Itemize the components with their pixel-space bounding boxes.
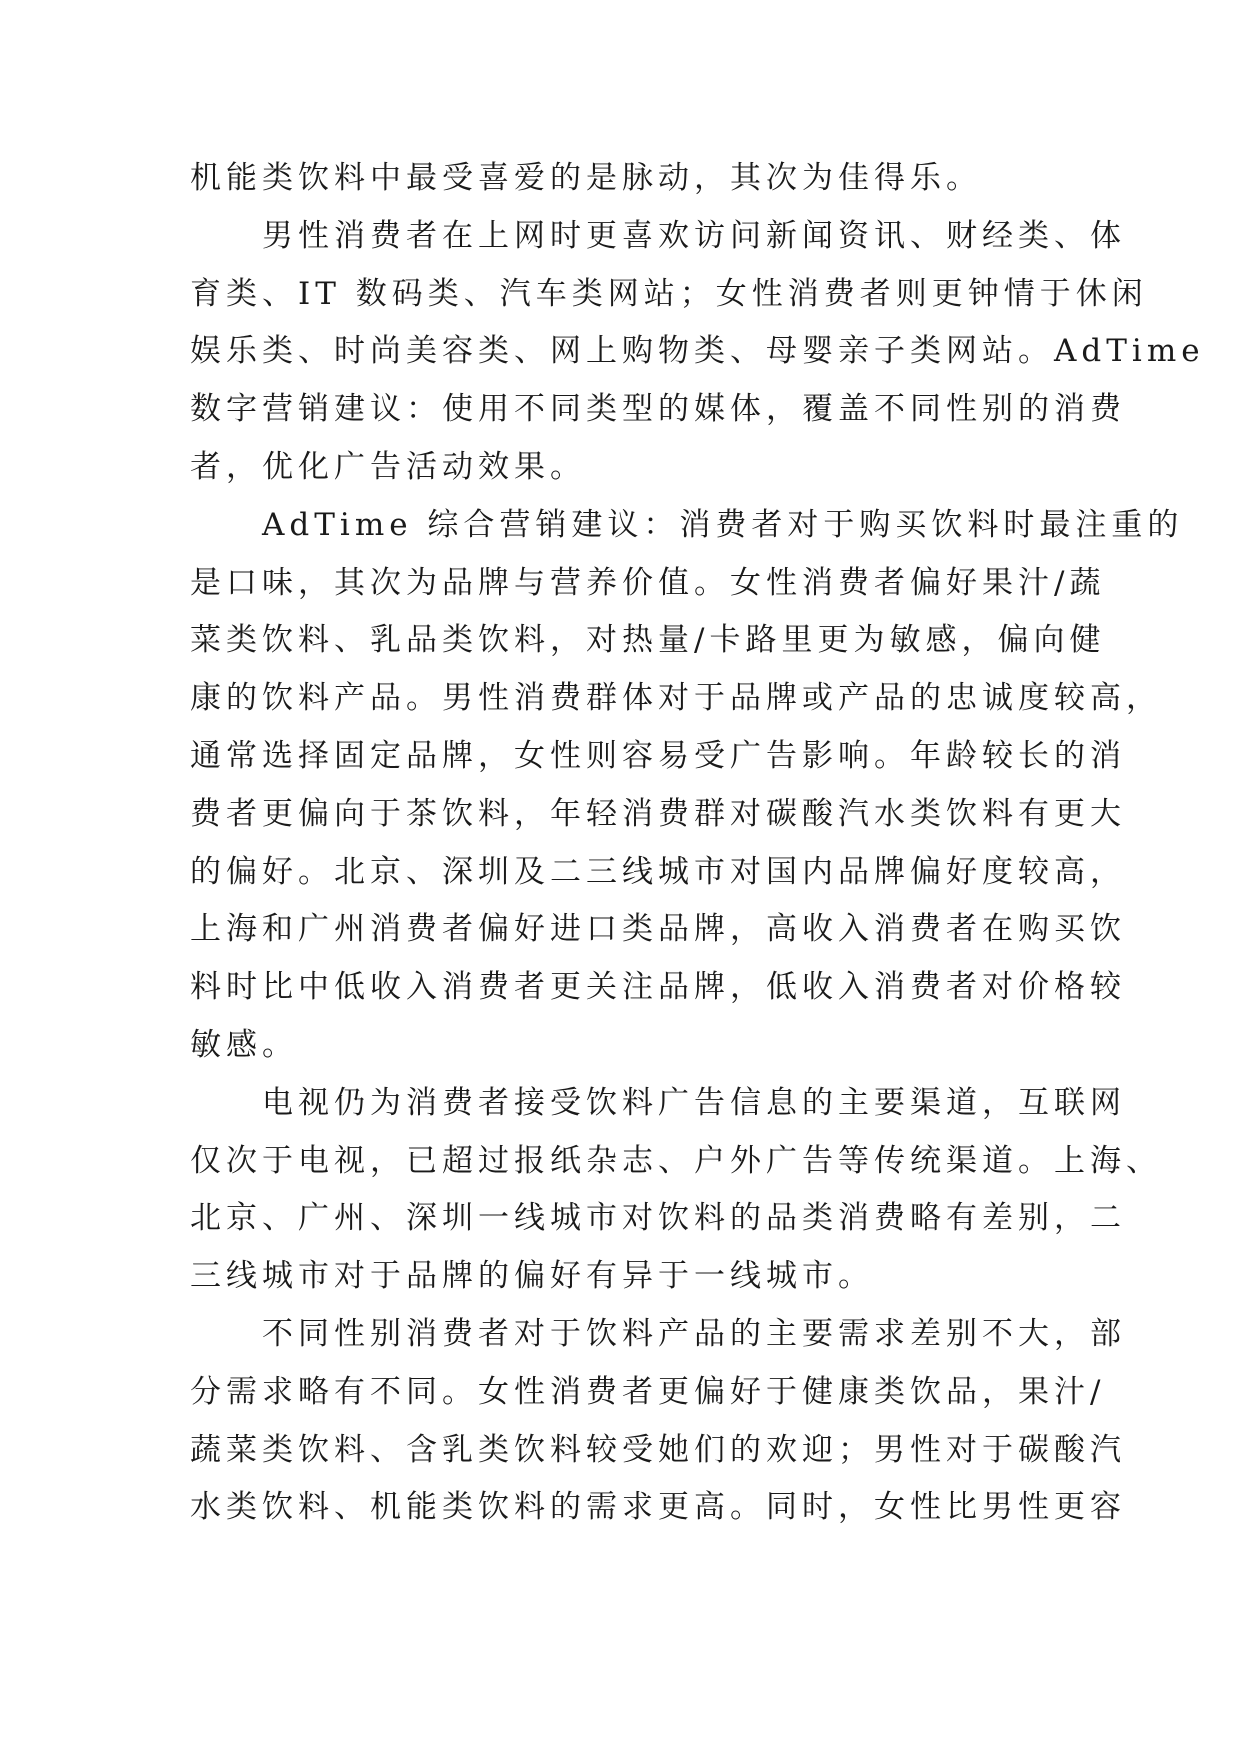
text-line: 的偏好。北京、深圳及二三线城市对国内品牌偏好度较高， xyxy=(190,853,1126,890)
paragraph-5 xyxy=(190,1306,1126,1537)
text-line: 菜类饮料、乳品类饮料，对热量/卡路里更为敏感，偏向健 xyxy=(190,622,1106,659)
text-line: 水类饮料、机能类饮料的需求更高。同时，女性比男性更容 xyxy=(190,1489,1126,1526)
text-line: 康的饮料产品。男性消费群体对于品牌或产品的忠诚度较高， xyxy=(190,680,1162,717)
text-line: 通常选择固定品牌，女性则容易受广告影响。年龄较长的消 xyxy=(190,737,1126,774)
paragraph-3 xyxy=(190,497,1184,1075)
text-line: 蔬菜类饮料、含乳类饮料较受她们的欢迎；男性对于碳酸汽 xyxy=(190,1431,1126,1468)
document-page xyxy=(190,150,1205,1537)
text-line: 仅次于电视，已超过报纸杂志、户外广告等传统渠道。上海、 xyxy=(190,1142,1162,1179)
text-line: 费者更偏向于茶饮料，年轻消费群对碳酸汽水类饮料有更大 xyxy=(190,795,1126,832)
paragraph-4 xyxy=(190,1075,1162,1306)
text-line: 敏感。 xyxy=(190,1026,298,1063)
text-line: 上海和广州消费者偏好进口类品牌，高收入消费者在购买饮 xyxy=(190,911,1126,948)
text-line: 不同性别消费者对于饮料产品的主要需求差别不大，部 xyxy=(190,1315,1126,1352)
text-line: 是口味，其次为品牌与营养价值。女性消费者偏好果汁/蔬 xyxy=(190,564,1106,601)
text-line: 电视仍为消费者接受饮料广告信息的主要渠道，互联网 xyxy=(190,1084,1126,1121)
text-line: 数字营销建议：使用不同类型的媒体，覆盖不同性别的消费 xyxy=(190,391,1126,428)
paragraph-2 xyxy=(190,208,1205,497)
text-line: 三线城市对于品牌的偏好有异于一线城市。 xyxy=(190,1258,874,1295)
text-line: 分需求略有不同。女性消费者更偏好于健康类饮品，果汁/ xyxy=(190,1373,1106,1410)
text-line: 育类、IT 数码类、汽车类网站；女性消费者则更钟情于休闲 xyxy=(190,275,1148,312)
text-line: 者，优化广告活动效果。 xyxy=(190,448,586,485)
text-line: AdTime 综合营销建议：消费者对于购买饮料时最注重的 xyxy=(190,506,1184,543)
text-line: 机能类饮料中最受喜爱的是脉动，其次为佳得乐。 xyxy=(190,160,982,196)
paragraph-1 xyxy=(190,150,1050,208)
text-line: 娱乐类、时尚美容类、网上购物类、母婴亲子类网站。AdTime xyxy=(190,333,1205,370)
text-line: 北京、广州、深圳一线城市对饮料的品类消费略有差别，二 xyxy=(190,1200,1126,1237)
text-line: 男性消费者在上网时更喜欢访问新闻资讯、财经类、体 xyxy=(190,217,1126,254)
text-line: 料时比中低收入消费者更关注品牌，低收入消费者对价格较 xyxy=(190,969,1126,1006)
